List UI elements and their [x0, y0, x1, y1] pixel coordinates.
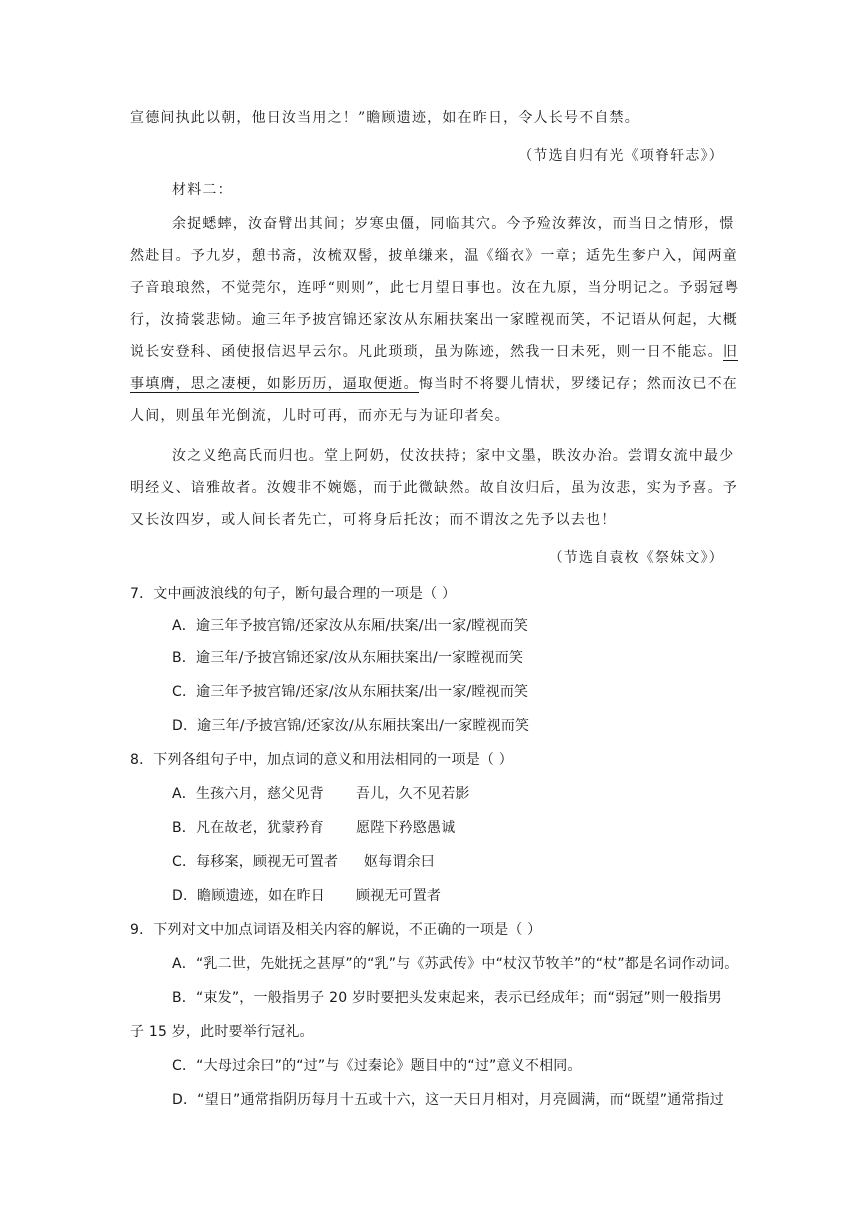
- material2-p1-line6: [130, 374, 739, 394]
- material2-p1-line5-text: 说长安登科、函使报信迟早云尔。凡此琐琐，虽为陈迹，然我一日未死，则一日不能忘。: [130, 344, 723, 360]
- question-9-option-a: A．“乳二世，先妣抚之甚厚”的“乳”与《苏武传》中“杖汉节牧羊”的“杖”都是名词作动词。: [172, 956, 739, 972]
- question-8-option-d-right: 顾视无可置者: [356, 888, 442, 904]
- material2-p2-line3: 又长汝四岁，或人间长者先亡，可将身后托汝；而不谓汝之先予以去也！: [130, 512, 617, 528]
- underlined-sentence: 事填膺，思之凄梗，如影历历，逼取便逝。: [130, 376, 419, 392]
- material2-p1-line6-rest: 悔当时不将婴儿情状，罗缕记存；然而汝已不在: [418, 376, 739, 392]
- question-9-option-c: C．“大母过余曰”的“过”与《过秦论》题目中的“过”意义不相同。: [172, 1058, 582, 1074]
- question-7-option-d: D．逾三年/予披宫锦/还家汝/从东厢扶案出/一家瞠视而笑: [172, 718, 530, 734]
- question-8-option-a-right: 吾儿，久不见若影: [356, 786, 470, 802]
- question-7-stem: 7．文中画波浪线的句子，断句最合理的一项是（ ）: [130, 586, 457, 602]
- question-7-option-a: A．逾三年予披宫锦/还家汝从东厢/扶案/出一家/瞠视而笑: [172, 618, 529, 634]
- question-8-option-d: [172, 886, 772, 906]
- question-9-stem: 9．下列对文中加点词语及相关内容的解说，不正确的一项是（ ）: [130, 922, 542, 938]
- material1-tail: 宣德间执此以朝，他日汝当用之！”瞻顾遗迹，如在昨日，令人长号不自禁。: [130, 110, 640, 126]
- question-8-option-c-right: 妪每谓余曰: [364, 854, 435, 870]
- material2-p1-line5: [130, 342, 739, 362]
- material2-p1-line2: 然赴目。予九岁，憩书斋，汝梳双髻，披单缣来，温《缁衣》一章；适先生奓户入，闻两童: [130, 248, 738, 264]
- material2-heading: 材料二：: [172, 182, 233, 198]
- material2-p1-line1: 余捉蟋蟀，汝奋臂出其间；岁寒虫僵，同临其穴。今予殓汝葬汝，而当日之情形，憬: [172, 216, 735, 232]
- question-8-option-b-left: B．凡在故老，犹蒙矜育: [172, 820, 324, 836]
- question-9-option-b-line1: B．“束发”，一般指男子 20 岁时要把头发束起来，表示已经成年；而“弱冠”则一般指男: [172, 990, 722, 1006]
- material2-p1-line4: 行，汝掎裳悲恸。逾三年予披宫锦还家汝从东厢扶案出一家瞠视而笑，不记语从何起，大概: [130, 312, 738, 328]
- question-9-option-d: D．“望日”通常指阴历每月十五或十六，这一天日月相对，月亮圆满，而“既望”通常指过: [172, 1092, 724, 1108]
- question-8-option-c: [172, 852, 772, 872]
- material2-p1-line7: 人间，则虽年光倒流，儿时可再，而亦无与为证印者矣。: [130, 408, 510, 424]
- question-9-option-b-line2: 子 15 岁，此时要举行冠礼。: [130, 1024, 314, 1040]
- question-8-option-d-left: D．瞻顾遗迹，如在昨日: [172, 888, 325, 904]
- question-8-option-b-right: 愿陛下矜愍愚诚: [356, 820, 456, 836]
- material2-p1-line3: 子音琅琅然，不觉莞尔，连呼“则则”，此七月望日事也。汝在九原，当分明记之。予弱冠粤: [130, 280, 740, 296]
- material1-source: （节选自归有光《项脊轩志》）: [518, 148, 724, 164]
- question-8-option-a-left: A．生孩六月，慈父见背: [172, 786, 324, 802]
- question-7-option-c: C．逾三年予披宫锦/还家/汝从东厢扶案/出一家/瞠视而笑: [172, 684, 529, 700]
- question-8-option-b: [172, 818, 772, 838]
- material2-p2-line2: 明经义、谙雅故者。汝嫂非不婉嫕，而于此微缺然。故自汝归后，虽为汝悲，实为予喜。予: [130, 480, 738, 496]
- question-8-option-c-left: C．每移案，顾视无可置者: [172, 854, 339, 870]
- material2-source: （节选自袁枚《祭妹文》）: [548, 550, 724, 566]
- question-7-option-b: B．逾三年/予披宫锦还家/汝从东厢扶案出/一家瞠视而笑: [172, 650, 524, 666]
- question-8-option-a: [172, 784, 772, 804]
- underlined-sentence-start: 旧: [722, 344, 739, 360]
- question-8-stem: 8．下列各组句子中，加点词的意义和用法相同的一项是（ ）: [130, 752, 513, 768]
- material2-p2-line1: 汝之义绝高氏而归也。堂上阿奶，仗汝扶持；家中文墨，眣汝办治。尝谓女流中最少: [172, 448, 735, 464]
